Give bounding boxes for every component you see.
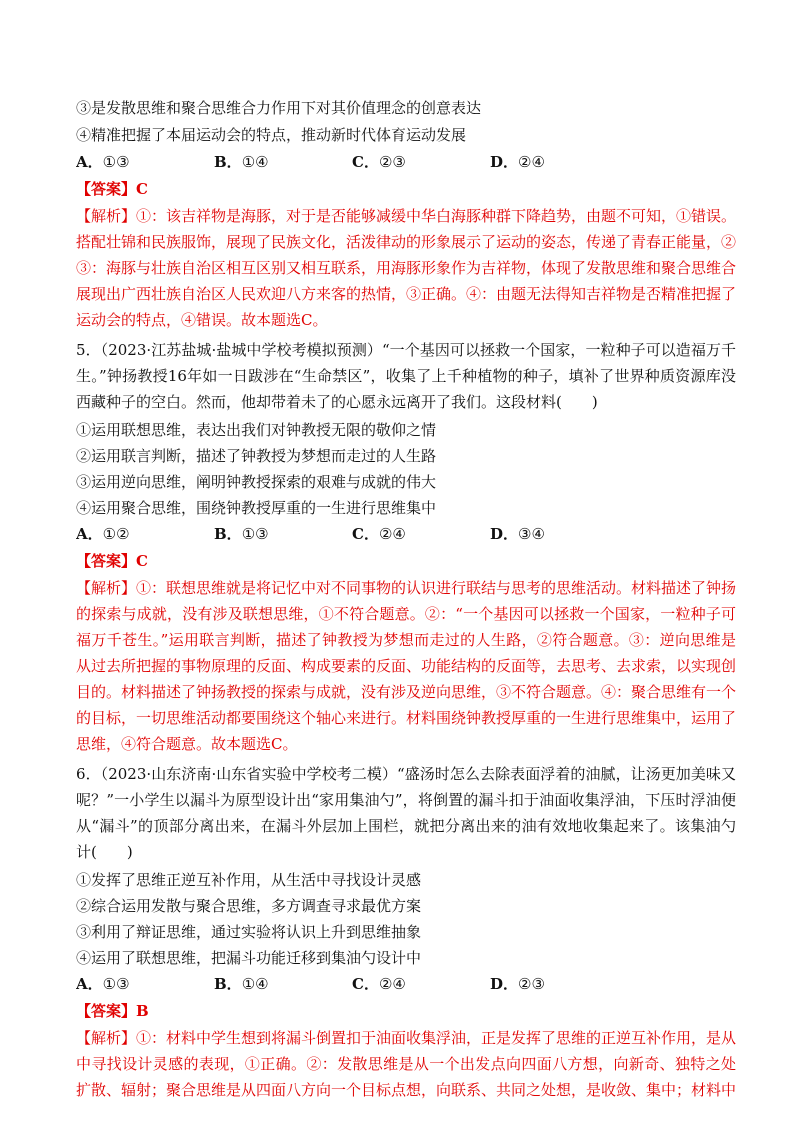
q5-answer: 【答案】C [76,552,148,570]
q6-options [76,974,736,994]
q6-option-a: A．①③ [76,975,130,993]
q4-statement-3: ③是发散思维和聚合思维合力作用下对其价值理念的创意表达 [76,99,482,117]
q5-statement: ②运用联言判断，描述了钟教授为梦想而走过的人生路 [76,447,437,465]
q4-option-a: A．①③ [76,153,130,171]
q6-statement: ③利用了辩证思维，通过实验将认识上升到思维抽象 [76,923,422,941]
q5-analysis-line: 的目标，一切思维活动都要围绕这个轴心来进行。材料围绕钟教授厚重的一生进行思维集中，运用了 [76,709,736,727]
q5-analysis-line: 福万千苍生。”运用联言判断，描述了钟教授为梦想而走过的人生路，②符合题意。③：逆向思维是 [76,631,736,649]
q6-statement: ①发挥了思维正逆互补作用，从生活中寻找设计灵感 [76,871,422,889]
q4-analysis-line: 运动会的特点，④错误。故本题选C。 [76,311,328,329]
q4-options [76,152,736,172]
q5-statement: ③运用逆向思维，阐明钟教授探索的艰难与成就的伟大 [76,473,437,491]
q4-option-d: D．②④ [490,153,545,171]
q6-analysis-line: 中寻找设计灵感的表现，①正确。②：发散思维是从一个出发点向四面八方想，向新奇、独特之处 [76,1055,736,1073]
q5-options [76,524,736,544]
q6-option-c: C．②④ [352,975,406,993]
q5-option-c: C．②④ [352,525,406,543]
q4-statement-4: ④精准把握了本届运动会的特点，推动新时代体育运动发展 [76,126,467,144]
q4-option-b: B．①④ [214,153,269,171]
q5-statement: ④运用聚合思维，围绕钟教授厚重的一生进行思维集中 [76,499,437,517]
q5-stem-line: 5．（2023·江苏盐城·盐城中学校考模拟预测）“一个基因可以拯救一个国家，一粒种子可以造福万千 [76,341,736,359]
q4-analysis-line: ③：海豚与壮族自治区相互区别又相互联系，用海豚形象作为吉祥物，体现了发散思维和聚合思维合 [76,259,736,277]
q5-stem-line: 西藏种子的空白。然而，他却带着未了的心愿永远离开了我们。这段材料( ) [76,393,598,411]
q4-analysis-line: 展现出广西壮族自治区人民欢迎八方来客的热情，③正确。④：由题无法得知吉祥物是否精准把握了 [76,285,736,303]
q4-analysis-line: 搭配壮锦和民族服饰，展现了民族文化，活泼律动的形象展示了运动的姿态，传递了青春正能量，② [76,233,736,251]
q5-option-a: A．①② [76,525,130,543]
q6-analysis-line: 【解析】①：材料中学生想到将漏斗倒置扣于油面收集浮油，正是发挥了思维的正逆互补作用，是从 [76,1029,736,1047]
q6-option-b: B．①④ [214,975,269,993]
q4-analysis-line: 【解析】①：该吉祥物是海豚，对于是否能够减缓中华白海豚种群下降趋势，由题不可知，①错误。 [76,207,736,225]
q5-analysis-line: 的探索与成就，没有涉及联想思维，①不符合题意。②：“一个基因可以拯救一个国家，一粒种子可 [76,605,736,623]
q6-analysis-line: 扩散、辐射；聚合思维是从四面八方向一个目标点想，向联系、共同之处想，是收敛、集中；材料中 [76,1081,736,1099]
q6-statement: ②综合运用发散与聚合思维，多方调查寻求最优方案 [76,897,422,915]
q6-stem-line: 计( ) [76,843,133,861]
q4-answer: 【答案】C [76,180,148,198]
q5-analysis-line: 【解析】①：联想思维就是将记忆中对不同事物的认识进行联结与思考的思维活动。材料描述了钟扬 [76,579,736,597]
q6-stem-line: 从“漏斗”的顶部分离出来，在漏斗外层加上围栏，就把分离出来的油有效地收集起来了。该集油勺 [76,817,736,835]
q6-answer: 【答案】B [76,1002,149,1020]
q6-statement: ④运用了联想思维，把漏斗功能迁移到集油勺设计中 [76,949,422,967]
q5-option-b: B．①③ [214,525,269,543]
q5-analysis-line: 从过去所把握的事物原理的反面、构成要素的反面、功能结构的反面等，去思考、去求索，以实现创 [76,657,736,675]
q5-analysis-line: 思维，④符合题意。故本题选C。 [76,735,298,753]
q6-stem-line: 呢？”一小学生以漏斗为原型设计出“家用集油勺”，将倒置的漏斗扣于油面收集浮油，下压时浮油便 [76,791,736,809]
q5-option-d: D．③④ [490,525,545,543]
q6-stem-line: 6．（2023·山东济南·山东省实验中学校考二模）“盛汤时怎么去除表面浮着的油腻，让汤更加美味又 [76,765,736,783]
q6-option-d: D．②③ [490,975,545,993]
q5-statement: ①运用联想思维，表达出我们对钟教授无限的敬仰之情 [76,421,437,439]
q4-option-c: C．②③ [352,153,406,171]
q5-stem-line: 生。”钟扬教授16年如一日跋涉在“生命禁区”，收集了上千种植物的种子，填补了世界种质资源库没 [76,367,736,385]
q5-analysis-line: 目的。材料描述了钟扬教授的探索与成就，没有涉及逆向思维，③不符合题意。④：聚合思维有一个 [76,683,736,701]
